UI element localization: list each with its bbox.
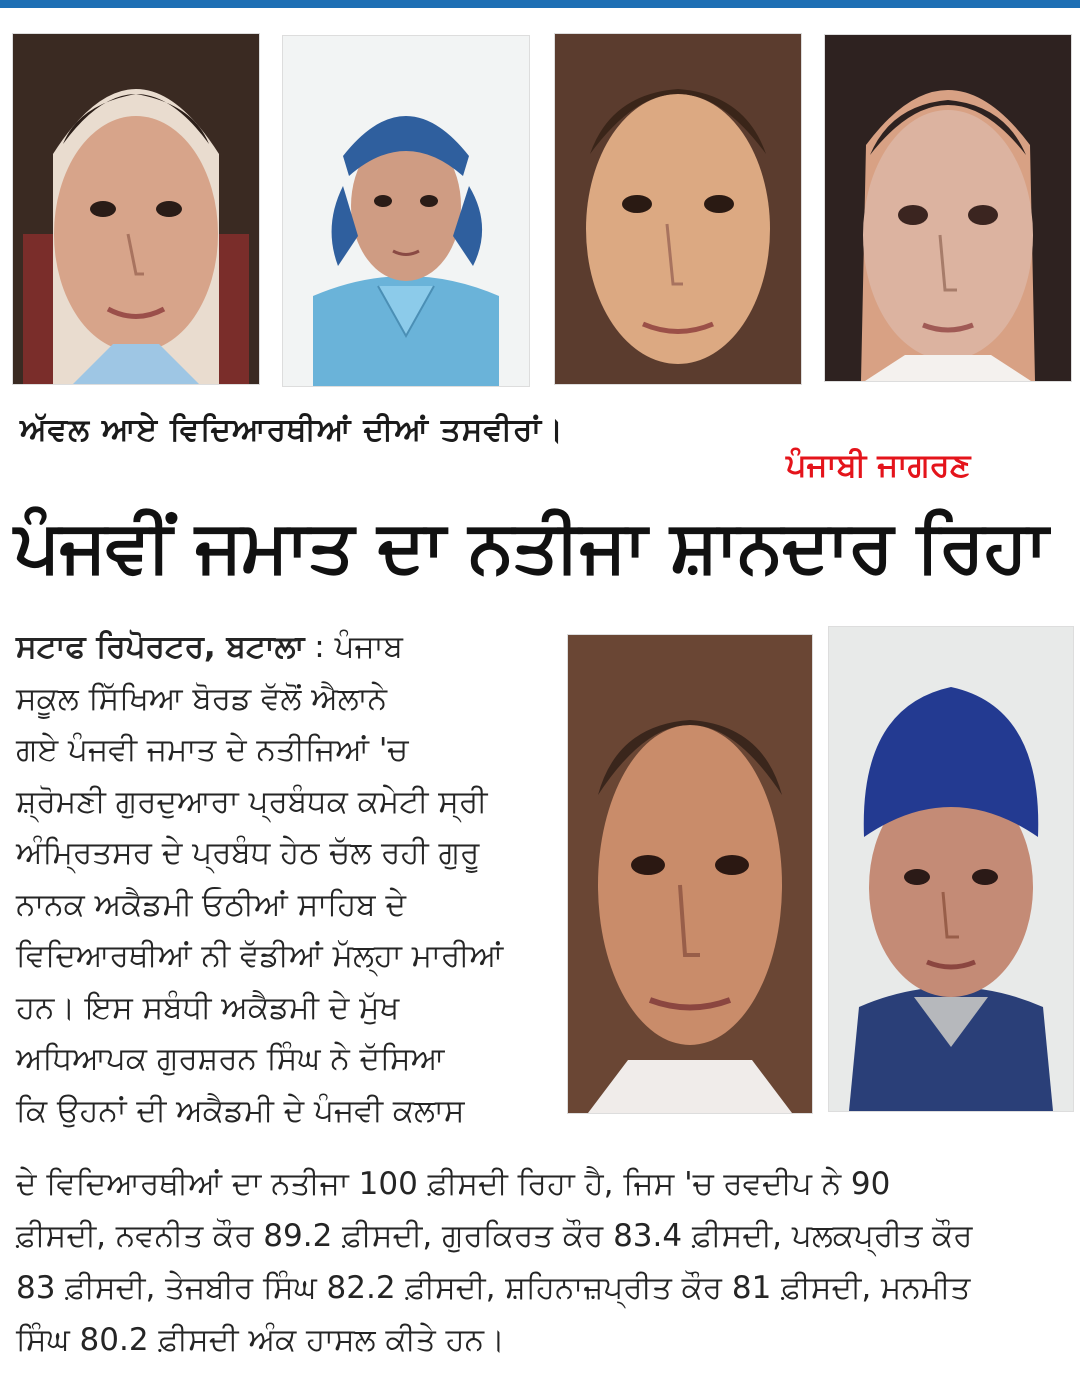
article-line: ਸਕੂਲ ਸਿੱਖਿਆ ਬੋਰਡ ਵੱਲੋਂ ਐਲਾਨੇ [16,680,387,717]
article-line: 83 ਫ਼ੀਸਦੀ, ਤੇਜਬੀਰ ਸਿੰਘ 82.2 ਫ਼ੀਸਦੀ, ਸ਼ਹਿਨਾਜ਼ਪ੍ਰੀਤ ਕੌਰ 81 ਫ਼ੀਸਦੀ, ਮਨਮੀਤ [16,1270,971,1306]
student-photo-2 [282,35,530,387]
article-line: ਅੰਮ੍ਰਿਤਸਰ ਦੇ ਪ੍ਰਬੰਧ ਹੇਠ ਚੱਲ ਰਹੀ ਗੁਰੂ [16,835,480,871]
photo-caption: ਅੱਵਲ ਆਏ ਵਿਦਿਆਰਥੀਆਂ ਦੀਆਂ ਤਸਵੀਰਾਂ। [20,412,564,448]
article-line: : ਪੰਜਾਬ [314,629,404,665]
article-line: ਅਧਿਆਪਕ ਗੁਰਸ਼ਰਨ ਸਿੰਘ ਨੇ ਦੱਸਿਆ [16,1041,445,1077]
article-line: ਹਨ। ਇਸ ਸਬੰਧੀ ਅਕੈਡਮੀ ਦੇ ਮੁੱਖ [16,989,400,1026]
article-line: ਵਿਦਿਆਰਥੀਆਂ ਨੀ ਵੱਡੀਆਂ ਮੱਲ੍ਹਾ ਮਾਰੀਆਂ [16,938,504,974]
article-line: ਦੇ ਵਿਦਿਆਰਥੀਆਂ ਦਾ ਨਤੀਜਾ 100 ਫ਼ੀਸਦੀ ਰਿਹਾ ਹੈ, ਜਿਸ 'ਚ ਰਵਦੀਪ ਨੇ 90 [16,1166,891,1202]
newspaper-masthead: ਪੰਜਾਬੀ ਜਾਗਰਣ [786,446,971,484]
article-dateline: ਸਟਾਫ ਰਿਪੋਰਟਰ, ਬਟਾਲਾ [16,629,305,665]
article-line: ਗਏ ਪੰਜਵੀ ਜਮਾਤ ਦੇ ਨਤੀਜਿਆਂ 'ਚ [16,732,409,768]
article-headline: ਪੰਜਵੀਂ ਜਮਾਤ ਦਾ ਨਤੀਜਾ ਸ਼ਾਨਦਾਰ ਰਿਹਾ [14,504,1048,588]
top-accent-bar [0,0,1080,8]
article-line: ਸ਼੍ਰੋਮਣੀ ਗੁਰਦੁਆਰਾ ਪ੍ਰਬੰਧਕ ਕਮੇਟੀ ਸ੍ਰੀ [16,783,488,820]
article-line: ਕਿ ਉਹਨਾਂ ਦੀ ਅਕੈਡਮੀ ਦੇ ਪੰਜਵੀ ਕਲਾਸ [16,1092,465,1129]
article-first-line [16,622,556,674]
article-line: ਨਾਨਕ ਅਕੈਡਮੀ ਓਠੀਆਂ ਸਾਹਿਬ ਦੇ [16,886,406,923]
student-photo-4 [824,34,1072,382]
student-photo-3 [554,33,802,385]
article-line: ਸਿੰਘ 80.2 ਫ਼ੀਸਦੀ ਅੰਕ ਹਾਸਲ ਕੀਤੇ ਹਨ। [16,1322,505,1358]
article-body-full [16,1158,1066,1366]
student-photo-5 [567,634,813,1114]
article-line: ਫ਼ੀਸਦੀ, ਨਵਨੀਤ ਕੌਰ 89.2 ਫ਼ੀਸਦੀ, ਗੁਰਕਿਰਤ ਕੌਰ 83.4 ਫ਼ੀਸਦੀ, ਪਲਕਪ੍ਰੀਤ ਕੌਰ [16,1218,973,1254]
student-photo-6 [828,626,1074,1112]
article-body-narrow [16,622,556,1137]
student-photo-1 [12,33,260,385]
